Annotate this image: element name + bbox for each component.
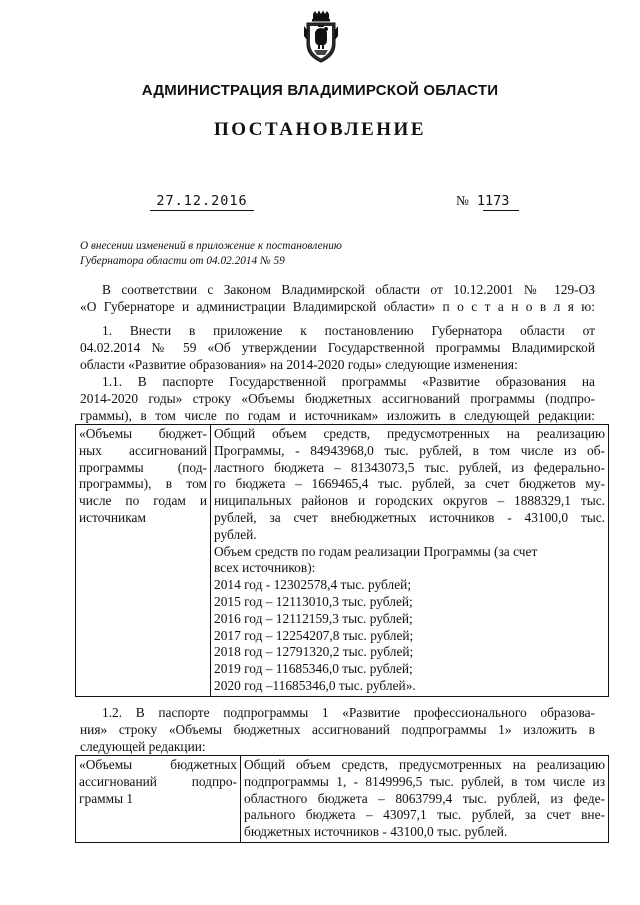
table-value-cell xyxy=(241,756,609,843)
table-row xyxy=(76,425,609,697)
number-underline xyxy=(483,210,519,211)
cell-line: программы), в том xyxy=(79,476,207,492)
coat-of-arms-icon xyxy=(301,10,341,64)
text-line: 04.02.2014 № 59 «Об утверждении Государственной программы Владимирской xyxy=(80,339,595,355)
preamble-paragraph xyxy=(80,282,595,316)
cell-line: программы (под- xyxy=(79,459,207,475)
year-amount-line: 2017 год – 12254207,8 тыс. рублей; xyxy=(214,627,414,643)
document-number xyxy=(456,193,509,209)
cell-line: ных ассигнований xyxy=(79,442,207,458)
cell-line: подпрограммы 1, - 8149996,5 тыс. рублей, в том числе из xyxy=(244,773,605,789)
document-type: ПОСТАНОВЛЕНИЕ xyxy=(213,119,427,140)
cell-line: Общий объем средств, предусмотренных на реализацию xyxy=(244,757,605,772)
text-line: 1. Внести в приложение к постановлению Губернатора области от xyxy=(102,323,595,338)
cell-line: бюджетных источников - 43100,0 тыс. рублей. xyxy=(244,824,508,840)
year-amount-line: 2016 год – 12112159,3 тыс. рублей; xyxy=(214,610,413,626)
cell-line: граммы 1 xyxy=(79,790,134,806)
table-value-cell xyxy=(211,425,609,697)
item-1-1-paragraph xyxy=(80,374,595,424)
text-line: следующей редакции: xyxy=(80,738,206,754)
text-line: области «Развитие образования» на 2014-2020 годы» следующие изменения: xyxy=(80,356,518,372)
year-amount-line: 2015 год – 12113010,3 тыс. рублей; xyxy=(214,593,413,609)
cell-line: рального бюджета – 43097,1 тыс. рублей, за счет вне- xyxy=(244,807,605,823)
text-line: «О Губернаторе и администрации Владимирской области» п о с т а н о в л я ю: xyxy=(80,298,595,314)
cell-line: рублей, за счет внебюджетных источников - 43100,0 тыс. xyxy=(214,509,605,525)
year-amount-line: 2018 год – 12791320,2 тыс. рублей; xyxy=(214,644,414,660)
cell-line: рублей. xyxy=(214,526,257,542)
number-value: 1173 xyxy=(476,193,510,209)
text-line: 2014-2020 годы» строку «Объемы бюджетных ассигнований программы (подпро- xyxy=(80,390,595,406)
program-budget-table xyxy=(75,424,609,697)
date-underline xyxy=(150,210,254,211)
cell-line: всех источников): xyxy=(214,560,316,576)
item-1-2-paragraph xyxy=(80,705,595,755)
cell-line: ассигнований подпро- xyxy=(79,773,237,789)
cell-line: Программы, - 84943968,0 тыс. рублей, в том числе из об- xyxy=(214,442,605,458)
item-1-paragraph xyxy=(80,323,595,373)
cell-line: областного бюджета – 8063799,4 тыс. рублей, из феде- xyxy=(244,790,605,806)
text-line: 1.2. В паспорте подпрограммы 1 «Развитие профессионального образова- xyxy=(102,705,595,720)
table-row xyxy=(76,756,609,843)
cell-line: числе по годам и xyxy=(79,493,207,509)
cell-line: ниципальных районов и городских округов – 1888329,1 тыс. xyxy=(214,493,605,509)
year-amount-line: 2019 год – 11685346,0 тыс. рублей; xyxy=(214,661,413,677)
subject-line: Губернатора области от 04.02.2014 № 59 xyxy=(80,255,285,267)
cell-line: «Объемы бюджетных xyxy=(79,757,237,772)
cell-line: Общий объем средств, предусмотренных на реализацию xyxy=(214,426,605,441)
number-sign: № xyxy=(456,193,469,208)
document-date: 27.12.2016 xyxy=(156,193,248,209)
year-amount-line: 2014 год - 12302578,4 тыс. рублей; xyxy=(214,577,412,593)
cell-line: «Объемы бюджет- xyxy=(79,426,207,441)
cell-line: Объем средств по годам реализации Программы (за счет xyxy=(214,543,538,559)
organization-title: АДМИНИСТРАЦИЯ ВЛАДИМИРСКОЙ ОБЛАСТИ xyxy=(141,82,499,99)
text-line: 1.1. В паспорте Государственной программы «Развитие образования на xyxy=(102,374,595,389)
table-label-cell xyxy=(76,425,211,697)
subprogram-budget-table xyxy=(75,755,609,843)
cell-line: источникам xyxy=(79,509,146,525)
cell-line: ластного бюджета – 81343073,5 тыс. рублей, из федерально- xyxy=(214,459,605,475)
text-line: ния» строку «Объемы бюджетных ассигнований подпрограммы 1» изложить в xyxy=(80,721,595,737)
year-amount-line: 2020 год –11685346,0 тыс. рублей». xyxy=(214,677,416,693)
document-subject xyxy=(80,239,342,269)
text-line: граммы), в том числе по годам и источникам» изложить в следующей редакции: xyxy=(80,407,595,423)
cell-line: го бюджета – 1669465,4 тыс. рублей, за счет бюджетов му- xyxy=(214,476,605,492)
subject-line: О внесении изменений в приложение к постановлению xyxy=(80,240,342,252)
table-label-cell xyxy=(76,756,241,843)
text-line: В соответствии с Законом Владимирской области от 10.12.2001 № 129-ОЗ xyxy=(102,282,595,297)
